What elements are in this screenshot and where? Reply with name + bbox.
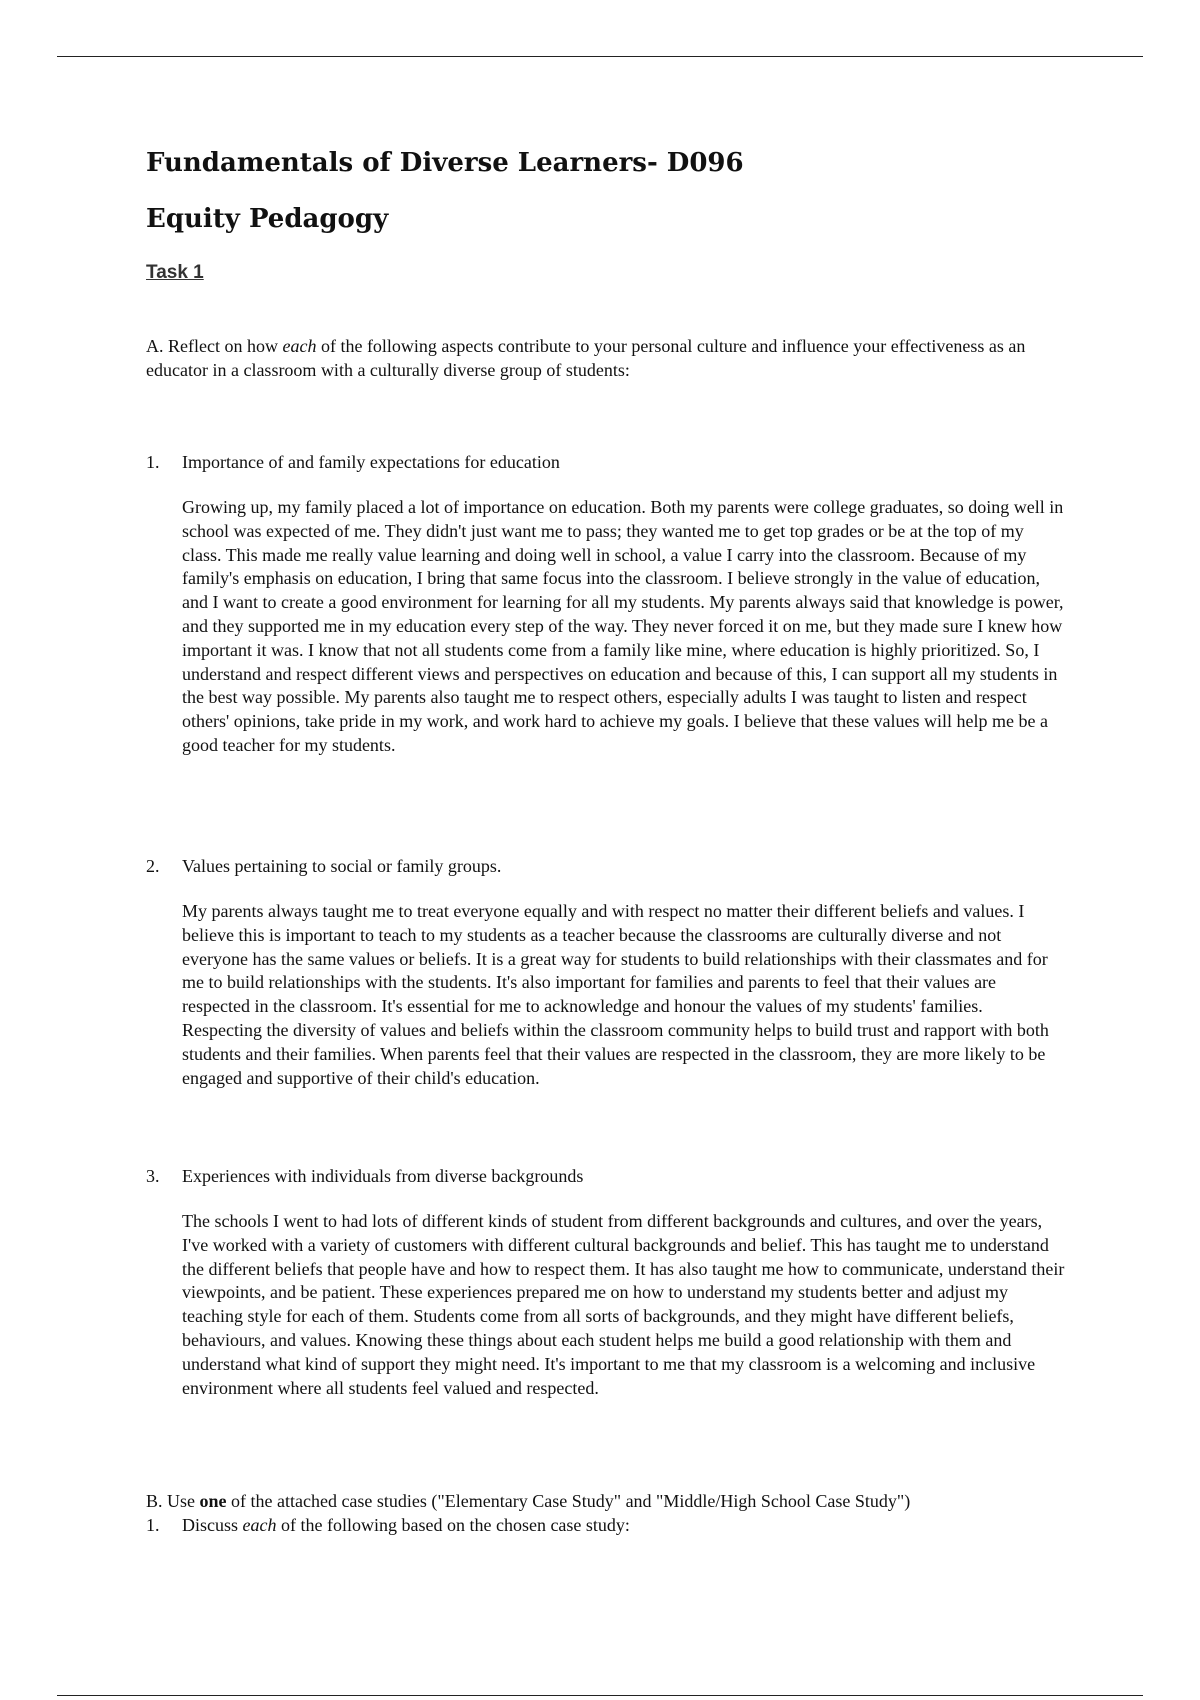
section-a-suffix: of the following aspects contribute to your personal culture and influence your effectiveness as an educator in a classroom with a culturally diverse group of students: (146, 336, 1026, 380)
item-heading-row (146, 854, 1066, 878)
footer-rule (57, 1695, 1143, 1696)
item-heading: Importance of and family expectations for education (182, 452, 560, 472)
section-b-prefix: B. Use (146, 1491, 200, 1511)
item-number: 3. (146, 1166, 160, 1186)
task-heading: Task 1 (146, 262, 204, 283)
document-title: Fundamentals of Diverse Learners- D096 (146, 148, 744, 178)
section-b-subitem (146, 1513, 1066, 1537)
section-a-prompt (146, 334, 1046, 382)
section-b-subitem-text (182, 1513, 630, 1537)
item-heading-row (146, 1164, 1066, 1188)
item-heading-row (146, 450, 1066, 474)
item-answer: The schools I went to had lots of different kinds of student from different backgrounds and cultures, and over the years, I've worked with a variety of customers with different cultural backgrounds and belief. This has taught me to understand the different beliefs that people have and how to respect them. It has also taught me how to communicate, understand their viewpoints, and be patient. These experiences prepared me on how to understand my students better and adjust my teaching style for each of them. Students come from all sorts of backgrounds, and they might have different beliefs, behaviours, and values. Knowing these things about each student helps me build a good relationship with them and understand what kind of support they might need. It's important to me that my classroom is a welcoming and inclusive environment where all students feel valued and respected. (182, 1211, 1065, 1398)
item-number: 1. (146, 1515, 160, 1535)
list-item (146, 854, 1066, 1090)
list-item (146, 450, 1066, 758)
section-b (146, 1489, 1066, 1537)
item-heading: Values pertaining to social or family groups. (182, 856, 502, 876)
subitem-suffix: of the following based on the chosen case study: (276, 1515, 630, 1535)
item-answer: My parents always taught me to treat everyone equally and with respect no matter their different beliefs and values. I believe this is important to teach to my students as a teacher because the classrooms are culturally diverse and not everyone has the same values or beliefs. It is a great way for students to build relationships with their classmates and for me to build relationships with the students. It's also important for families and parents to feel that their values are respected in the classroom. It's essential for me to acknowledge and honour the values of my students' families. Respecting the diversity of values and beliefs within the classroom community helps to build trust and rapport with both students and their families. When parents feel that their values are respected in the classroom, they are more likely to be engaged and supportive of their child's education. (182, 901, 1049, 1088)
item-answer: Growing up, my family placed a lot of importance on education. Both my parents were college graduates, so doing well in school was expected of me. They didn't just want me to pass; they wanted me to get top grades or be at the top of my class. This made me really value learning and doing well in school, a value I carry into the classroom. Because of my family's emphasis on education, I bring that same focus into the classroom. I believe strongly in the value of education, and I want to create a good environment for learning for all my students. My parents always said that knowledge is power, and they supported me in my education every step of the way. They never forced it on me, but they made sure I knew how important it was. I know that not all students come from a family like mine, where education is highly prioritized. So, I understand and respect different views and perspectives on education and because of this, I can support all my students in the best way possible. My parents also taught me to respect others, especially adults I was taught to listen and respect others' opinions, take pride in my work, and work hard to achieve my goals. I believe that these values will help me be a good teacher for my students. (182, 497, 1064, 755)
item-number: 1. (146, 452, 160, 472)
section-b-emphasis: one (199, 1491, 227, 1511)
section-b-suffix: of the attached case studies ("Elementary Case Study" and "Middle/High School Case Study") (226, 1491, 911, 1511)
section-b-prompt (146, 1489, 1066, 1513)
item-heading: Experiences with individuals from diverse backgrounds (182, 1166, 584, 1186)
section-a-emphasis: each (282, 336, 317, 356)
section-a-prefix: A. Reflect on how (146, 336, 283, 356)
list-item (146, 1164, 1066, 1400)
document-subtitle: Equity Pedagogy (146, 204, 389, 234)
subitem-prefix: Discuss (182, 1515, 243, 1535)
header-rule (57, 56, 1143, 57)
subitem-emphasis: each (242, 1515, 277, 1535)
item-number: 2. (146, 856, 160, 876)
